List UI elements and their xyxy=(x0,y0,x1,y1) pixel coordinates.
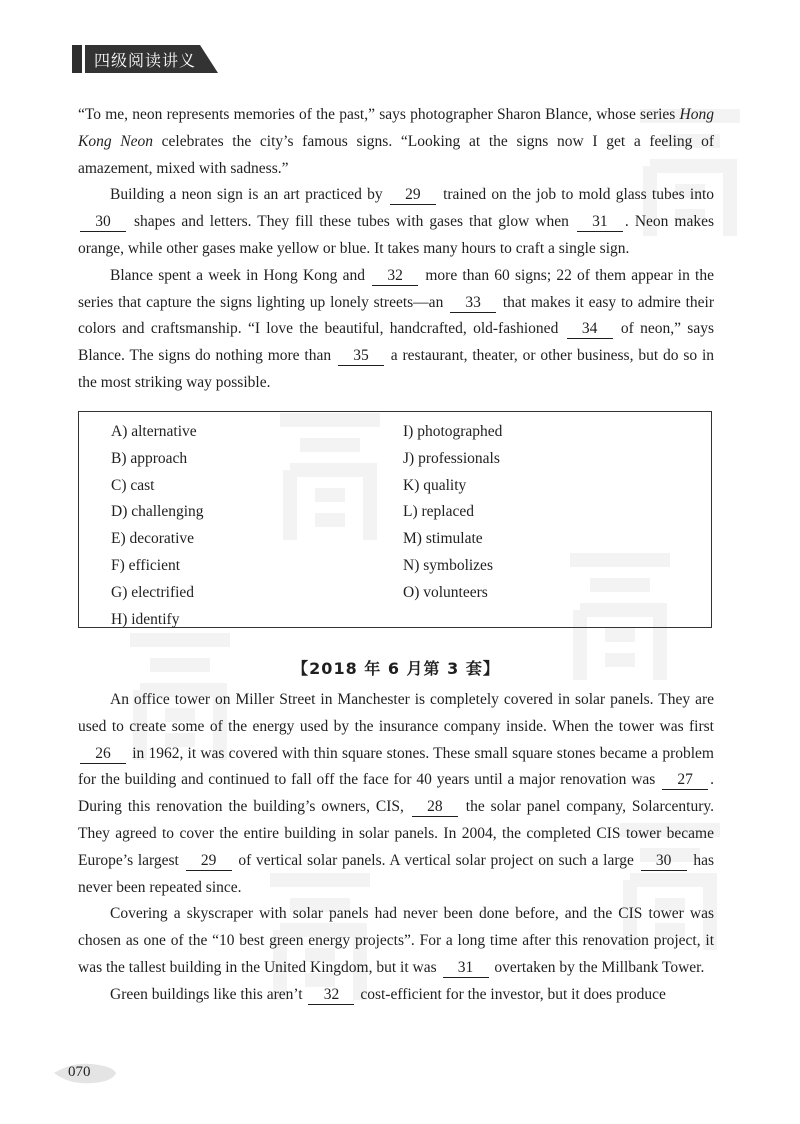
blank-32: 32 xyxy=(372,266,418,286)
blank-31: 31 xyxy=(443,958,489,978)
series-title: Hong Kong Neon xyxy=(78,106,714,150)
passage-text: Covering a skyscraper with solar panels had never been done before, and the CIS tower was chosen as one of the “10 best green energy projects”. For a long time after this renovation project, it was the tallest building in the United Kingdom, but it was xyxy=(78,905,714,976)
passage-text: . During this renovation the building’s owners, CIS, xyxy=(78,771,714,816)
passage-text: Blance spent a week in Hong Kong and xyxy=(110,266,371,284)
option-item: E) decorative xyxy=(111,530,195,548)
option-item: J) professionals xyxy=(403,449,500,467)
option-item: C) cast xyxy=(111,476,155,494)
blank-29: 29 xyxy=(186,851,232,871)
word-bank-left-column xyxy=(111,419,204,633)
option-item: A) alternative xyxy=(111,423,197,440)
passage-a-paragraph-2 xyxy=(78,182,714,262)
blank-28: 28 xyxy=(412,797,458,817)
passage-a-paragraph-1 xyxy=(78,102,714,182)
blank-33: 33 xyxy=(450,293,496,313)
option-item: D) challenging xyxy=(111,503,204,521)
passage-text: An office tower on Miller Street in Manchester is completely covered in solar panels. They are used to create some of the energy used by the insurance company inside. When the tower was first xyxy=(78,691,714,735)
header-tab xyxy=(72,44,220,74)
passage-a-paragraph-3 xyxy=(78,263,714,397)
passage-text: of neon,” says Blance. The signs do nothing more than xyxy=(78,320,714,365)
page-number-text: 070 xyxy=(68,1064,91,1080)
passage-text: shapes and letters. They fill these tubes with gases that glow when xyxy=(128,213,575,231)
passage-text: overtaken by the Millbank Tower. xyxy=(490,958,705,976)
passage-b-paragraph-1 xyxy=(78,687,714,901)
passage-text: Green buildings like this aren’t xyxy=(110,985,307,1003)
blank-29: 29 xyxy=(390,185,436,205)
blank-34: 34 xyxy=(567,319,613,339)
option-item: I) photographed xyxy=(403,423,503,440)
word-bank-right-column xyxy=(403,419,502,607)
section-title: 【2018 年 6 月第 3 套】 xyxy=(292,659,500,678)
option-item: N) symbolizes xyxy=(403,556,493,574)
passage-text: cost-efficient for the investor, but it does produce xyxy=(356,985,666,1003)
option-item: G) electrified xyxy=(111,583,195,601)
passage-text: of vertical solar panels. A vertical solar project on such a large xyxy=(233,851,639,869)
option-item: F) efficient xyxy=(111,556,181,574)
option-item: O) volunteers xyxy=(403,583,488,601)
blank-31: 31 xyxy=(577,212,623,232)
header-title: 四级阅读讲义 xyxy=(94,51,197,70)
option-item: B) approach xyxy=(111,449,188,467)
passage-text: in 1962, it was covered with thin square stones. These small square stones became a problem for the building and continued to fall off the face for 40 years until a major renovation was xyxy=(78,744,714,789)
passage-b-paragraph-2 xyxy=(78,901,714,981)
passage-text: more than 60 signs; 22 of them appear in the series that capture the signs lighting up lonely streets—an xyxy=(78,266,714,311)
blank-30: 30 xyxy=(80,212,126,232)
passage-text: the solar panel company, Solarcentury. They agreed to cover the entire building in solar panels. In 2004, the completed CIS tower became Europe’s largest xyxy=(78,798,714,869)
option-item: H) identify xyxy=(111,610,180,628)
blank-35: 35 xyxy=(338,346,384,366)
blank-30: 30 xyxy=(641,851,687,871)
option-item: L) replaced xyxy=(403,503,474,521)
option-item: K) quality xyxy=(403,476,467,494)
passage-text: has never been repeated since. xyxy=(78,851,714,896)
passage-text: that makes it easy to admire their colors and craftsmanship. “I love the beautiful, handcrafted, old-fashioned xyxy=(78,293,714,338)
passage-b xyxy=(78,687,714,1009)
passage-text: trained on the job to mold glass tubes into xyxy=(437,186,714,204)
blank-27: 27 xyxy=(662,770,708,790)
option-item: M) stimulate xyxy=(403,530,483,548)
passage-text: . Neon makes orange, while other gases make yellow or blue. It takes many hours to craft a single sign. xyxy=(78,213,715,257)
word-bank xyxy=(78,411,712,628)
blank-26: 26 xyxy=(80,744,126,764)
passage-text: “To me, neon represents memories of the past,” says photographer Sharon Blance, whose series xyxy=(78,106,680,123)
passage-b-paragraph-3 xyxy=(78,982,714,1009)
blank-32: 32 xyxy=(308,985,354,1005)
passage-text: celebrates the city’s famous signs. “Looking at the signs now I get a feeling of amazement, mixed with sadness.” xyxy=(78,132,714,177)
passage-text: Building a neon sign is an art practiced by xyxy=(110,186,388,204)
page-number xyxy=(52,1058,118,1088)
passage-text: a restaurant, theater, or other business, but do so in the most striking way possible. xyxy=(78,347,715,391)
passage-a xyxy=(78,102,714,397)
